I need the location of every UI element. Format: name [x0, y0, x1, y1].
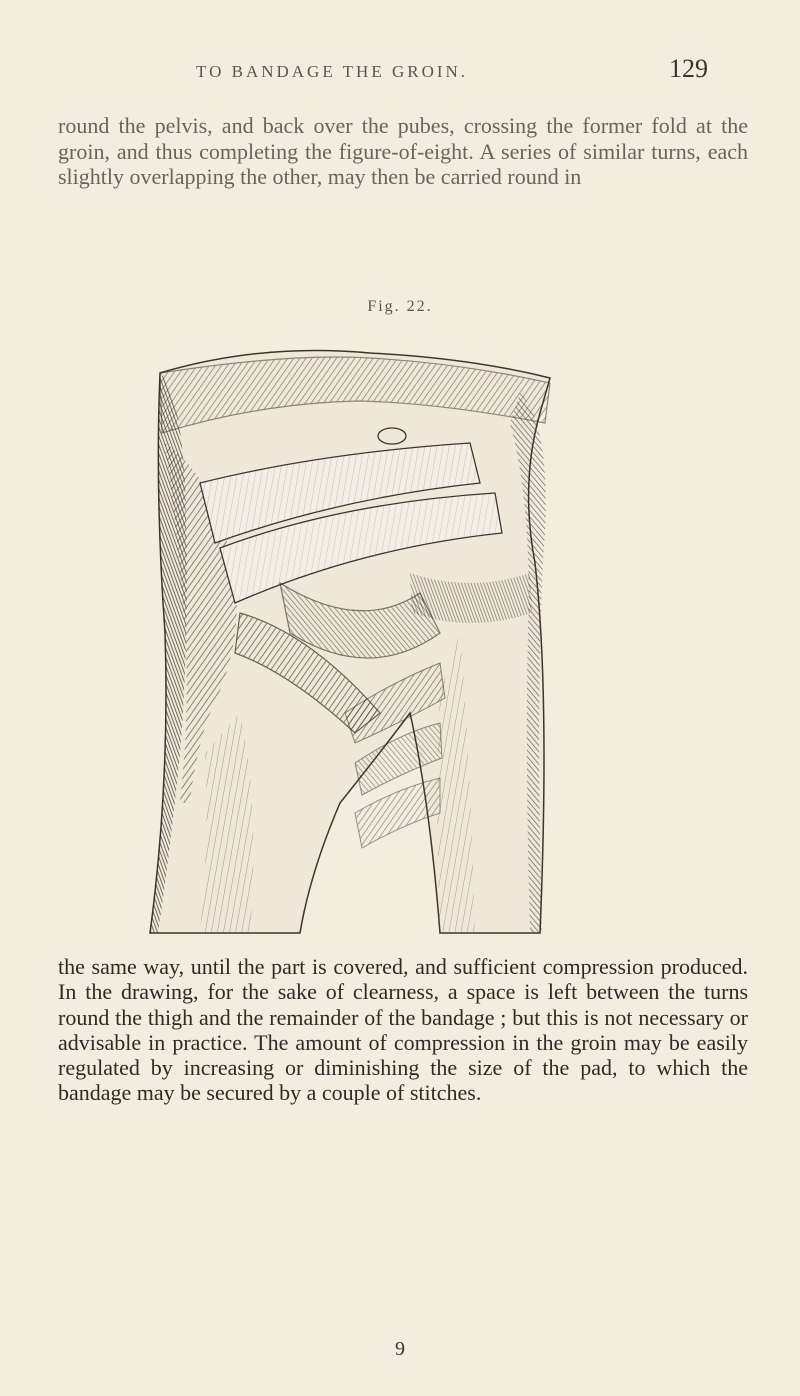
figure-caption: Fig. 22.	[367, 298, 433, 315]
paragraph-top	[58, 113, 748, 190]
running-title: TO BANDAGE THE GROIN.	[196, 62, 469, 81]
bandaged-groin-engraving	[140, 333, 580, 938]
sheet-signature: 9	[395, 1338, 405, 1360]
page-number: 129	[669, 54, 708, 83]
paragraph-bottom	[58, 954, 748, 1106]
paragraph-bottom-text: the same way, until the part is covered, and sufficient compression produced. In the drawing, for the sake of clearness, a space is left between the turns round the thigh and the remainder of the bandage ; but this is not necessary or advisable in practice. The amount of compression in the groin may be easily regulated by increasing or diminishing the size of the pad, to which the bandage may be secured by a couple of stitches.	[58, 954, 748, 1106]
figure-illustration	[140, 333, 580, 938]
page-header	[196, 54, 708, 90]
paragraph-top-text: round the pelvis, and back over the pubes, crossing the former fold at the groin, and thus completing the figure-of-eight. A series of similar turns, each slightly overlapping the other, may then be carried round in	[58, 113, 748, 189]
